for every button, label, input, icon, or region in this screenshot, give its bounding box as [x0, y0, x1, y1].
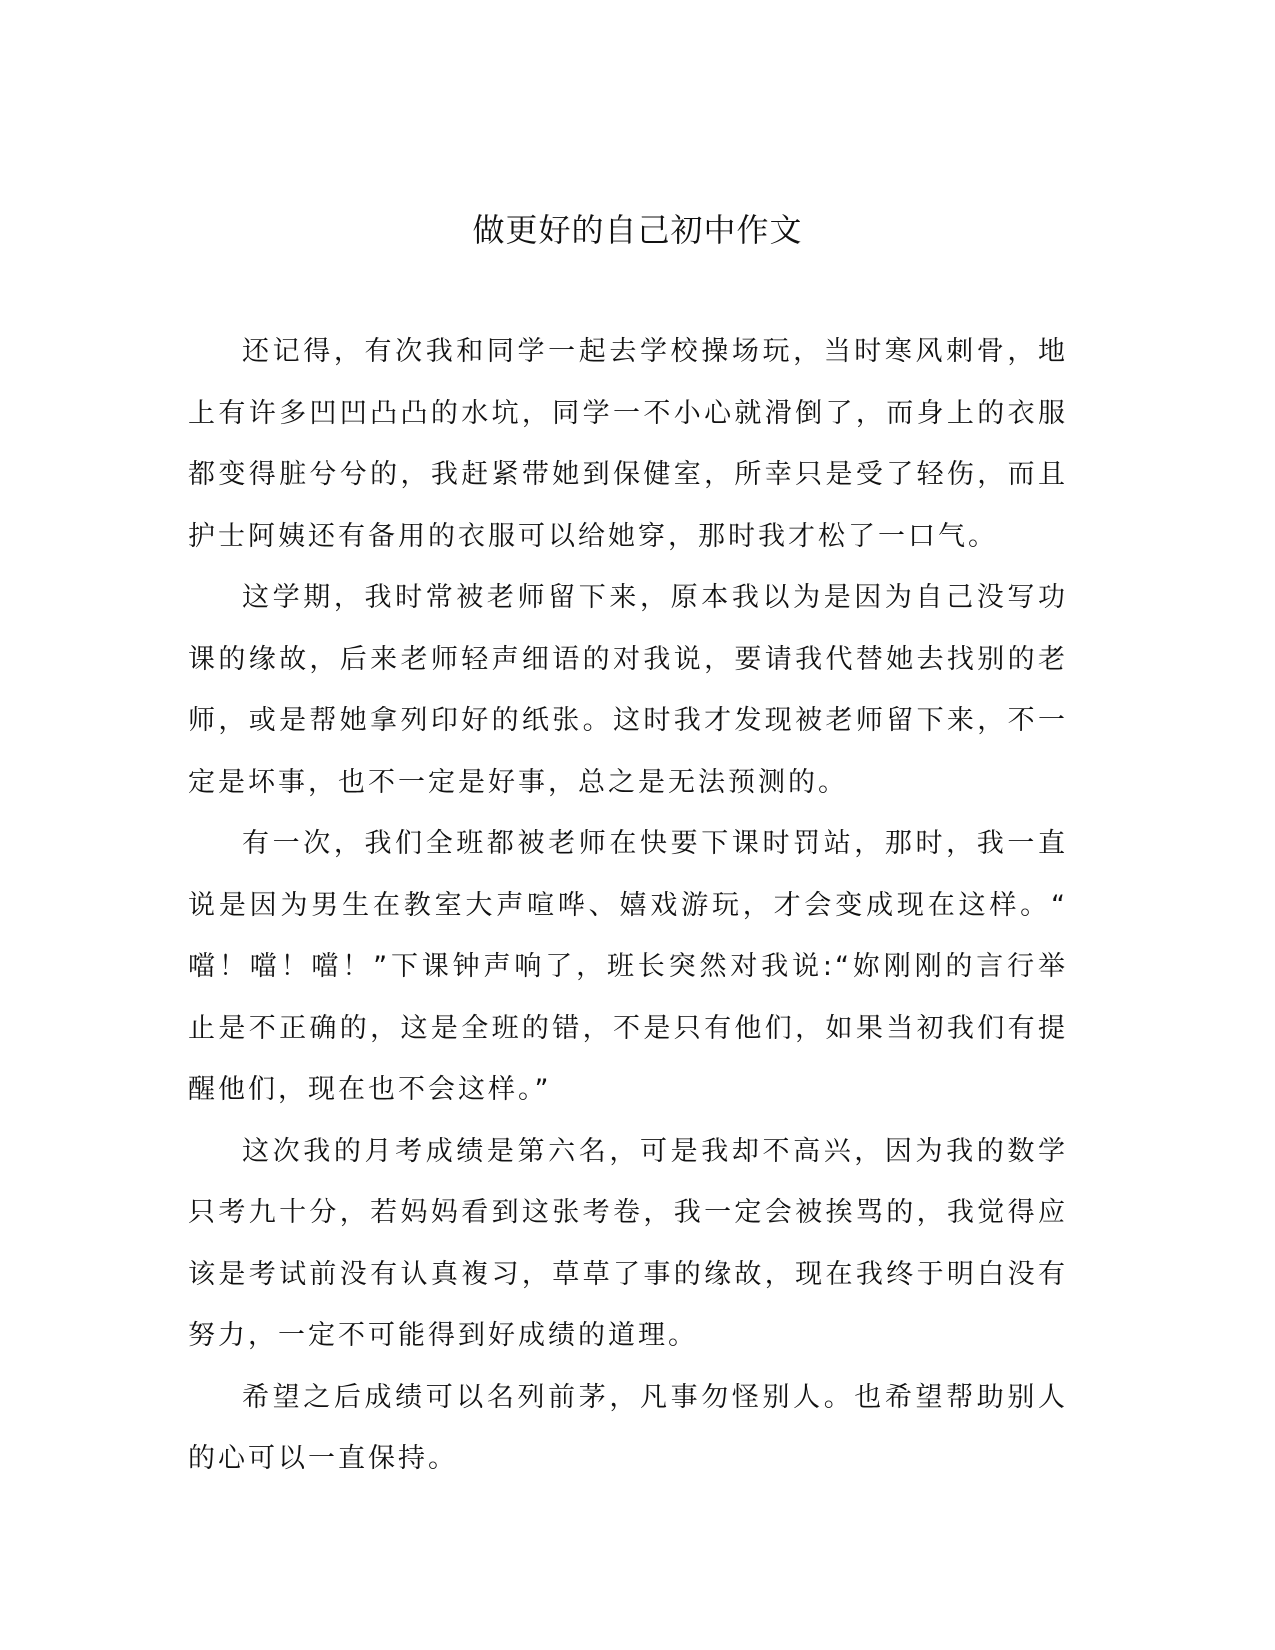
- paragraph-3: 有一次，我们全班都被老师在快要下课时罚站，那时，我一直说是因为男生在教室大声喧哗、嬉戏游玩，才会变成现在这样。“噹！噹！噹！”下课钟声响了，班长突然对我说:“妳刚刚的言行举止是不正确的，这是全班的错，不是只有他们，如果当初我们有提醒他们，现在也不会这样。”: [188, 828, 1068, 1105]
- document-body: [188, 321, 1068, 1490]
- paragraph-4: 这次我的月考成绩是第六名，可是我却不高兴，因为我的数学只考九十分，若妈妈看到这张考卷，我一定会被挨骂的，我觉得应该是考试前没有认真複习，草草了事的缘故，现在我终于明白没有努力，一定不可能得到好成绩的道理。: [188, 1135, 1068, 1351]
- paragraph-2: 这学期，我时常被老师留下来，原本我以为是因为自己没写功课的缘故，后来老师轻声细语的对我说，要请我代替她去找别的老师，或是帮她拿列印好的纸张。这时我才发现被老师留下来，不一定是坏事，也不一定是好事，总之是无法预测的。: [188, 582, 1068, 798]
- paragraph-5: 希望之后成绩可以名列前茅，凡事勿怪别人。也希望帮助别人的心可以一直保持。: [188, 1381, 1068, 1474]
- paragraph-1: 还记得，有次我和同学一起去学校操场玩，当时寒风刺骨，地上有许多凹凹凸凸的水坑，同学一不小心就滑倒了，而身上的衣服都变得脏兮兮的，我赶紧带她到保健室，所幸只是受了轻伤，而且护士阿姨还有备用的衣服可以给她穿，那时我才松了一口气。: [188, 336, 1068, 552]
- document-title: 做更好的自己初中作文: [472, 211, 803, 249]
